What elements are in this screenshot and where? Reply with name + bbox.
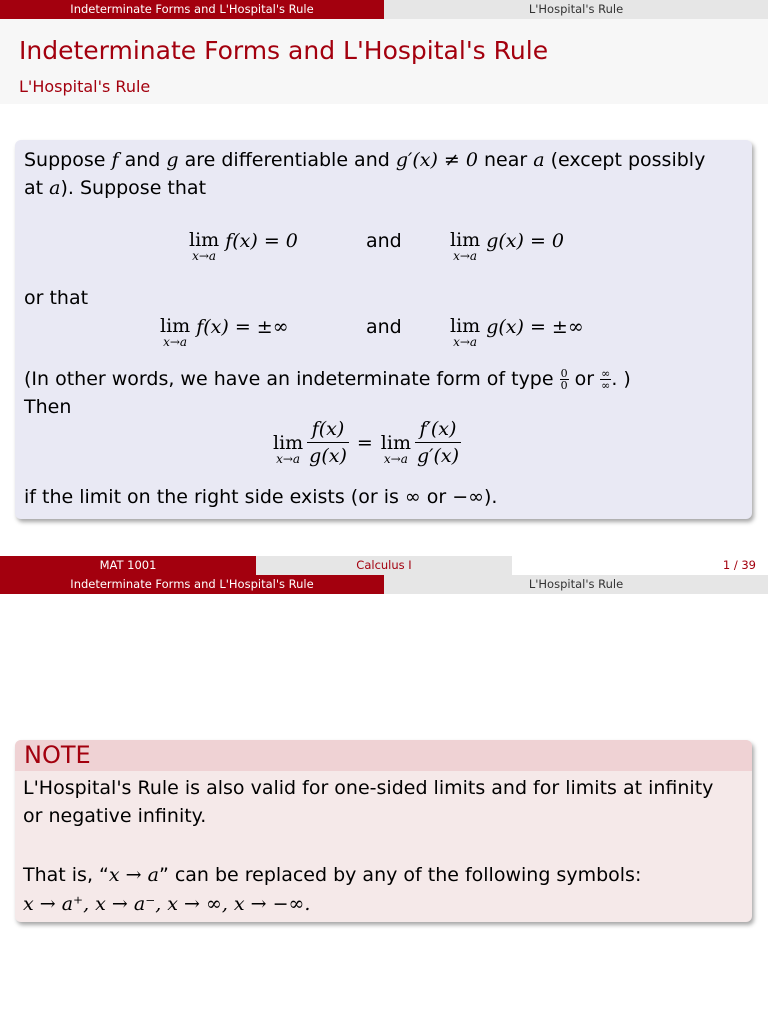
equals: =: [356, 431, 373, 454]
lim-op: lim: [450, 229, 481, 251]
lhospital-formula: [273, 416, 461, 469]
then-word: Then: [24, 396, 72, 418]
text: ” can be replaced by any of the following symbols:: [158, 864, 642, 886]
expr: g(x) = 0: [486, 230, 565, 252]
lim-sub: x→a: [276, 451, 301, 466]
footer-subject: Calculus I: [256, 556, 512, 575]
slide-title: Indeterminate Forms and L'Hospital's Rule: [19, 36, 549, 65]
lim-sub: x→a: [453, 249, 478, 263]
type-inf-num: ∞: [601, 367, 611, 380]
other-words-line: [24, 368, 631, 391]
slide-subtitle: L'Hospital's Rule: [19, 77, 151, 96]
math-expr: x → a: [108, 864, 159, 886]
theorem-block: [15, 140, 752, 519]
note-line-3: [23, 864, 641, 886]
lim-sub: x→a: [453, 335, 478, 349]
note-line-1: L'Hospital's Rule is also valid for one-sided limits and for limits at infinity: [23, 777, 714, 799]
limit-f-zero: [189, 230, 298, 262]
second-nav-bar: [0, 575, 768, 594]
and-word: and: [366, 316, 402, 338]
lim-op: lim: [160, 315, 191, 337]
frac-num-left: f(x): [307, 416, 349, 443]
nav-section-title[interactable]: Indeterminate Forms and L'Hospital's Rule: [0, 575, 384, 594]
math-a: a: [49, 177, 61, 199]
theorem-line-1: [24, 149, 705, 171]
footer-page-number: 1 / 39: [512, 556, 768, 575]
text: at: [24, 177, 44, 199]
limit-f-inf: [160, 316, 289, 348]
note-line-4: x → a⁺, x → a⁻, x → ∞, x → −∞.: [23, 893, 311, 915]
text: . ): [611, 368, 631, 390]
frac-den-right: g′(x): [416, 445, 459, 467]
limit-g-inf: [450, 316, 584, 348]
theorem-last-line: if the limit on the right side exists (or is ∞ or −∞).: [24, 486, 498, 508]
lim-op: lim: [189, 229, 220, 251]
expr: f(x) = ±∞: [196, 316, 289, 338]
type-zero-num: 0: [560, 367, 568, 380]
math-g: g: [166, 149, 179, 171]
lim-sub: x→a: [383, 451, 408, 466]
text: Suppose: [24, 149, 106, 171]
top-nav-bar: [0, 0, 768, 19]
nav-subsection-title[interactable]: L'Hospital's Rule: [384, 0, 768, 19]
theorem-line-2: [24, 177, 206, 199]
text: are differentiable and: [184, 149, 390, 171]
or-that: or that: [24, 287, 89, 309]
lim-op: lim: [380, 431, 411, 454]
nav-section-title[interactable]: Indeterminate Forms and L'Hospital's Rule: [0, 0, 384, 19]
lim-op: lim: [273, 431, 304, 454]
slide-footer: [0, 556, 768, 575]
frac-den-left: g(x): [309, 445, 347, 467]
lim-op: lim: [450, 315, 481, 337]
note-header: [15, 740, 752, 771]
lim-sub: x→a: [163, 335, 188, 349]
text: (In other words, we have an indeterminate form of type: [24, 368, 554, 390]
note-title: NOTE: [24, 741, 91, 769]
note-block: [15, 740, 752, 922]
text: near: [484, 149, 528, 171]
math-condition: g′(x) ≠ 0: [395, 149, 478, 171]
text: That is, “: [23, 864, 109, 886]
text: (except possibly: [550, 149, 706, 171]
math-a: a: [533, 149, 545, 171]
expr: f(x) = 0: [225, 230, 298, 252]
math-f: f: [111, 149, 119, 171]
note-line-2: or negative infinity.: [23, 805, 207, 827]
and-word: and: [366, 230, 402, 252]
frac-num-right: f′(x): [415, 416, 461, 443]
lim-sub: x→a: [192, 249, 217, 263]
text: ). Suppose that: [60, 177, 207, 199]
footer-course: MAT 1001: [0, 556, 256, 575]
limit-g-zero: [450, 230, 564, 262]
text: or: [574, 368, 595, 390]
expr: g(x) = ±∞: [486, 316, 584, 338]
type-zero-den: 0: [560, 379, 568, 392]
text: and: [124, 149, 161, 171]
type-inf-den: ∞: [601, 379, 611, 392]
nav-subsection-title[interactable]: L'Hospital's Rule: [384, 575, 768, 594]
